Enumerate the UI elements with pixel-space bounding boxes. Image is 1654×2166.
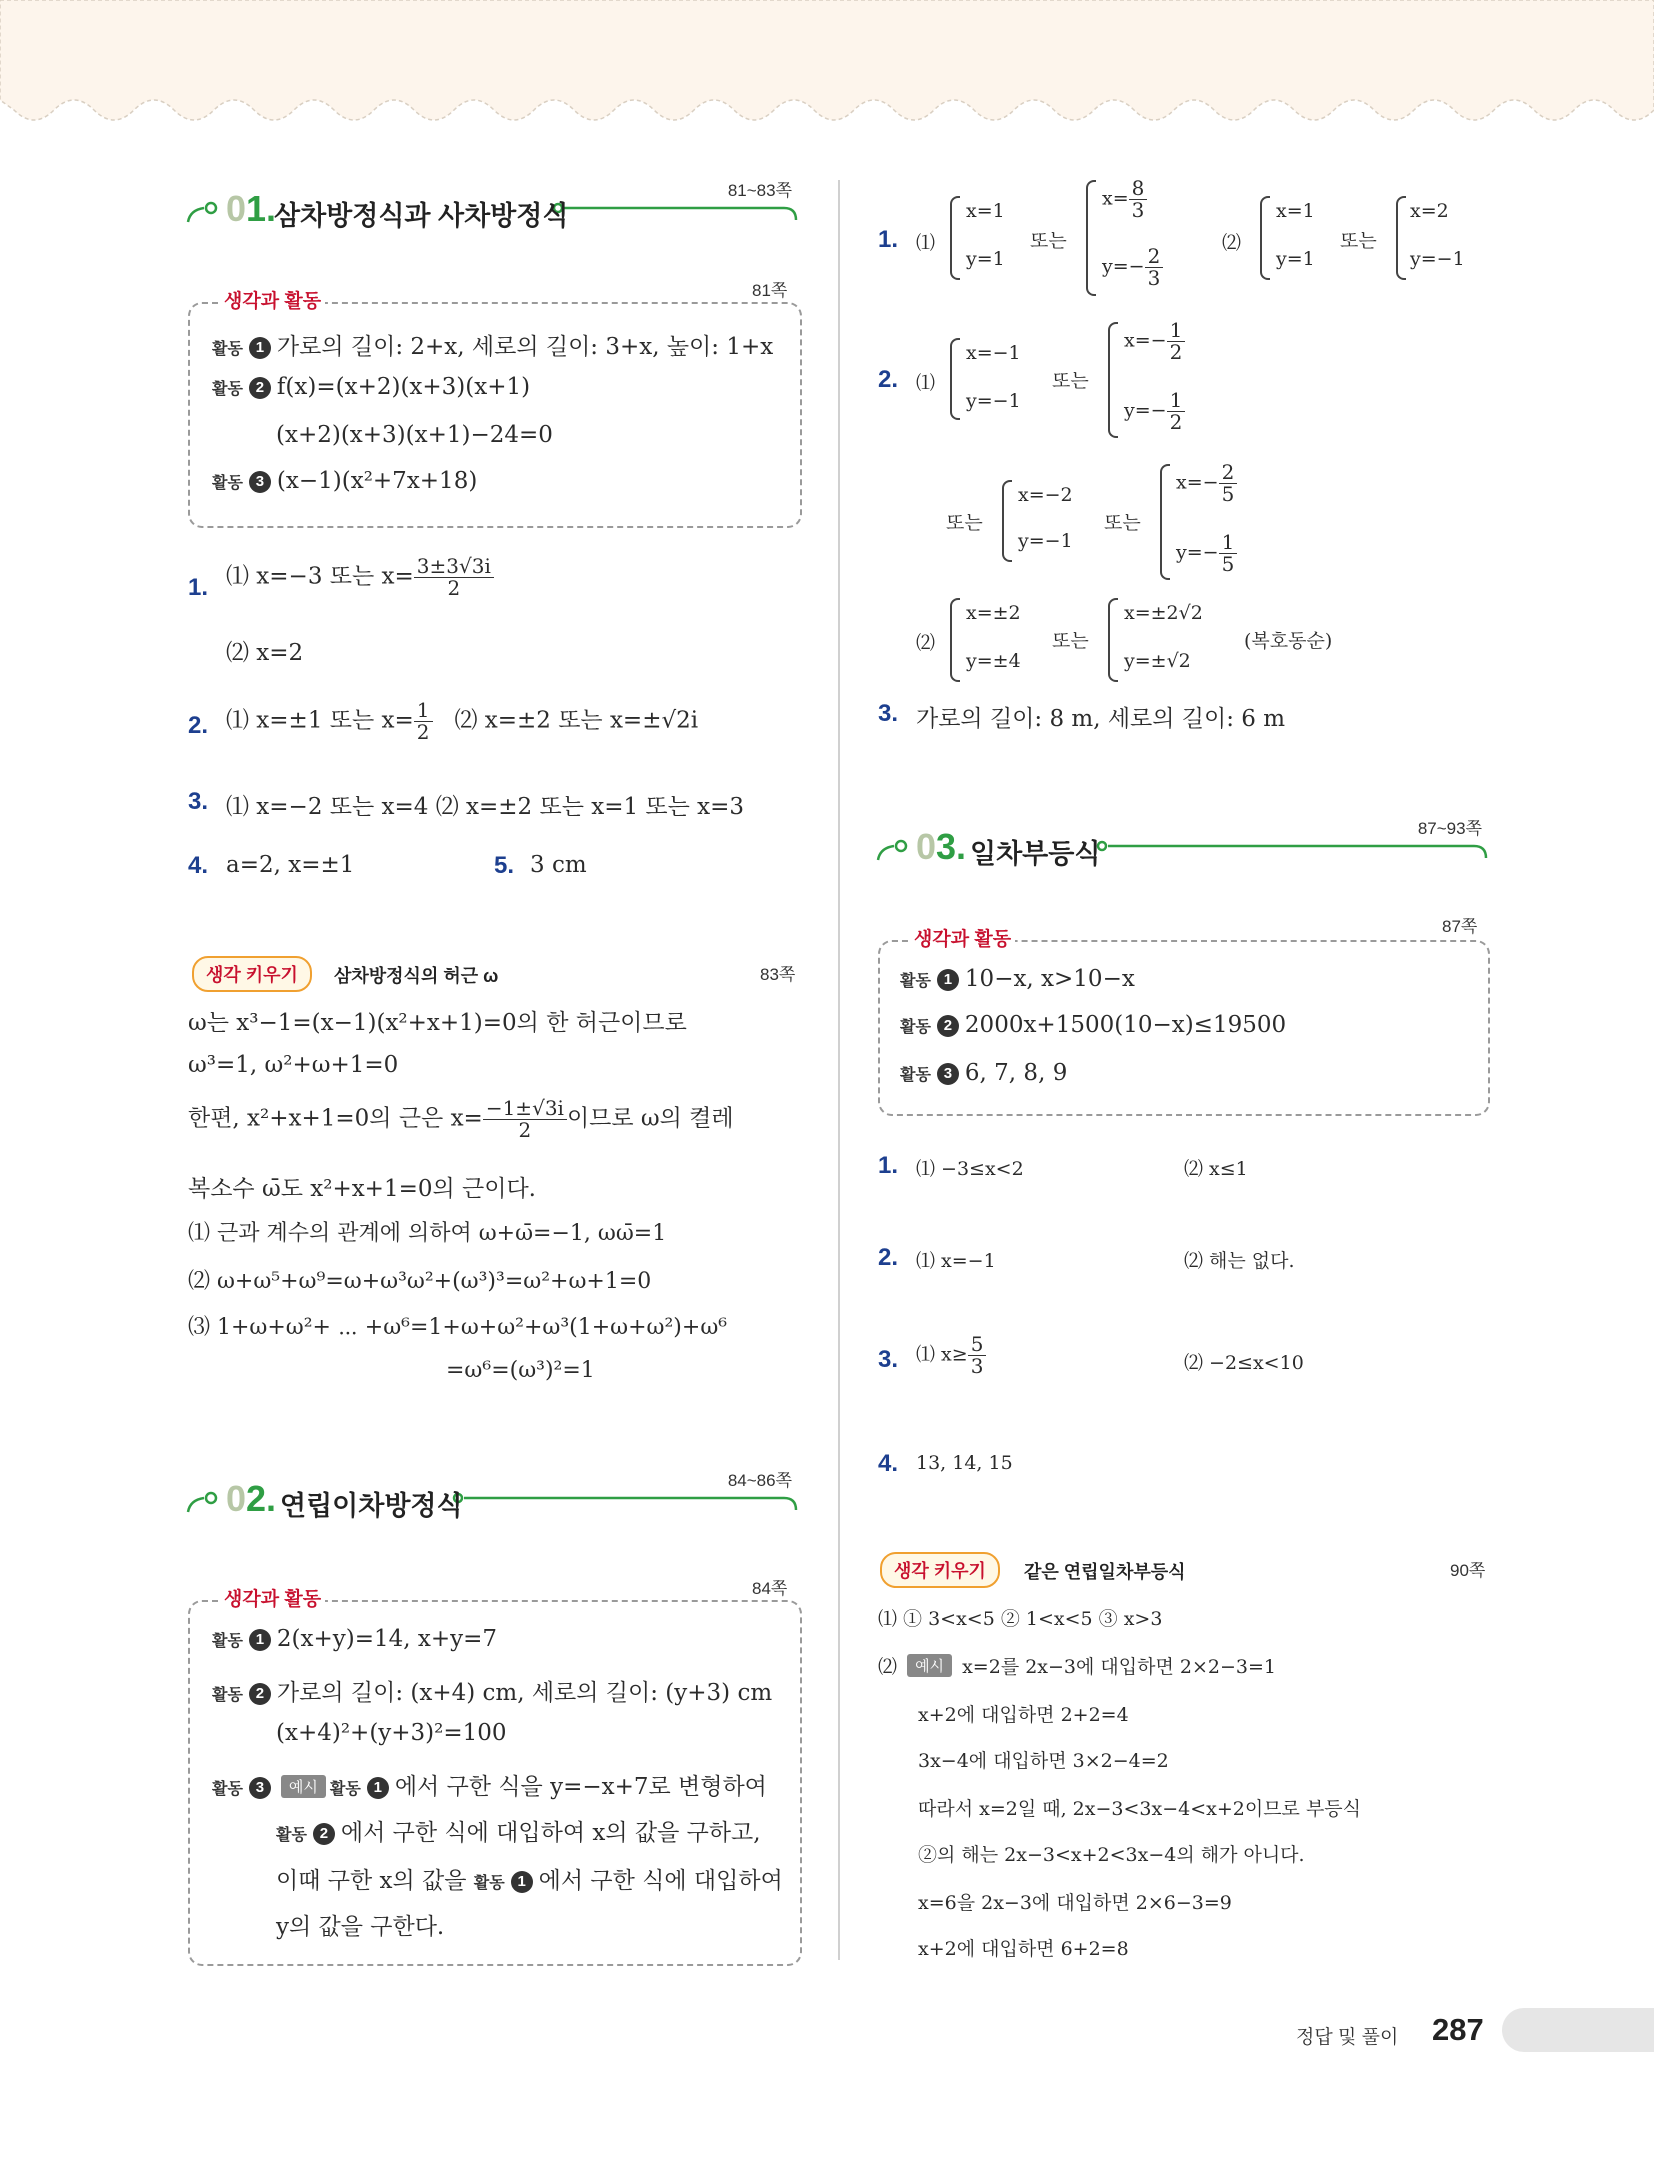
part-label: ⑵ xyxy=(1222,232,1242,254)
or-text: 또는 xyxy=(946,512,983,534)
or-text: 또는 xyxy=(1030,230,1067,252)
system-eq: x=−1 xyxy=(966,342,1021,364)
activity-line: 활동 1 가로의 길이: 2+x, 세로의 길이: 3+x, 높이: 1+x xyxy=(212,334,774,360)
system-brace xyxy=(950,338,960,420)
answer-number: 1. xyxy=(878,226,899,253)
think-page: 90쪽 xyxy=(1450,1561,1486,1580)
activity-line: 활동 2 에서 구한 식에 대입하여 x의 값을 구하고, xyxy=(276,1820,761,1846)
answer-number: 4. xyxy=(878,1450,899,1477)
system-eq: y=−1 xyxy=(966,390,1021,412)
column-divider xyxy=(838,180,840,1960)
section-number: 02. xyxy=(226,1478,277,1519)
activity-line: 활동 3 6, 7, 8, 9 xyxy=(900,1060,1068,1086)
answer-line: ⑵ −2≤x<10 xyxy=(1184,1352,1304,1374)
answer-line: ⑴ −3≤x<2 xyxy=(916,1158,1024,1180)
answer-line: a=2, x=±1 xyxy=(226,852,355,878)
system-brace xyxy=(950,196,960,280)
system-eq: y=− $\frac{2}{3}$ xyxy=(1102,246,1163,289)
system-brace xyxy=(950,598,960,682)
answer-line: ⑴ x=±1 또는 x= $\frac{1}{2}$ ⑵ x=±2 또는 x=±√2i xyxy=(226,698,699,744)
activity-line: (x+4)²+(y+3)²=100 xyxy=(276,1720,507,1746)
activity-line: 활동 1 2(x+y)=14, x+y=7 xyxy=(212,1626,498,1652)
system-brace xyxy=(1260,196,1270,280)
activity-line: (x+2)(x+3)(x+1)−24=0 xyxy=(276,422,553,448)
answer-line: ⑴ x=−3 또는 x= $\frac{3\pm 3√3i}{2}$ xyxy=(226,556,494,599)
part-label: ⑵ xyxy=(916,632,936,654)
think-line: x=6을 2x−3에 대입하면 2×6−3=9 xyxy=(918,1892,1232,1914)
activity-box-tag: 생각과 활동 xyxy=(220,286,325,313)
part-label: ⑴ xyxy=(916,232,936,254)
answer-number: 3. xyxy=(188,788,209,815)
think-line: x+2에 대입하면 6+2=8 xyxy=(918,1938,1129,1960)
or-text: 또는 xyxy=(1052,370,1089,392)
think-line: ⑵ ω+ω⁵+ω⁹=ω+ω³ω²+(ω³)³=ω²+ω+1=0 xyxy=(188,1269,652,1294)
answer-number: 2. xyxy=(878,1244,899,1271)
answer-number: 2. xyxy=(188,712,209,739)
section-pages: 87~93쪽 xyxy=(1417,819,1482,838)
system-eq: y=1 xyxy=(966,248,1005,270)
footer-tab xyxy=(1502,2008,1654,2052)
think-line: ②의 해는 2x−3<x+2<3x−4의 해가 아니다. xyxy=(918,1844,1305,1866)
section-pages: 84~86쪽 xyxy=(727,1471,792,1490)
answer-line: 3 cm xyxy=(530,852,587,878)
answer-line: ⑴ x=−1 xyxy=(916,1250,996,1272)
system-eq: y=−1 xyxy=(1410,248,1465,270)
section-title: 연립이차방정식 xyxy=(280,1491,463,1521)
activity-line: 활동 2 f(x)=(x+2)(x+3)(x+1) xyxy=(212,374,531,400)
answer-line: ⑵ 해는 없다. xyxy=(1184,1250,1295,1272)
activity-box-page: 81쪽 xyxy=(752,281,788,300)
section-heading-02 xyxy=(186,1471,800,1534)
system-brace xyxy=(1002,480,1012,562)
system-eq: x= $\frac{8}{3}$ xyxy=(1102,178,1147,221)
think-line: ⑶ 1+ω+ω²+ ⋯ +ω⁶=1+ω+ω²+ω³(1+ω+ω²)+ω⁶ xyxy=(188,1315,728,1340)
system-eq: x=±2√2 xyxy=(1124,602,1203,624)
activity-box-page: 84쪽 xyxy=(752,1579,788,1598)
footer-label: 정답 및 풀이 xyxy=(1296,2027,1399,2048)
system-eq: x=±2 xyxy=(966,602,1021,624)
think-title: 삼차방정식의 허근 ω xyxy=(334,966,499,986)
think-line: ⑴ 근과 계수의 관계에 의하여 ω+ω̄=−1, ωω̄=1 xyxy=(188,1221,667,1246)
answer-number: 3. xyxy=(878,1346,899,1373)
system-eq: y=−1 xyxy=(1018,530,1073,552)
answer-line: ⑵ x≤1 xyxy=(1184,1158,1248,1180)
section-number: 01. xyxy=(226,188,277,229)
system-brace xyxy=(1160,464,1170,580)
answer-number: 2. xyxy=(878,366,899,393)
think-tag: 생각 키우기 xyxy=(192,956,312,992)
system-eq: y=− $\frac{1}{5}$ xyxy=(1176,532,1237,575)
activity-line: y의 값을 구한다. xyxy=(276,1914,445,1940)
think-line: ω는 x³−1=(x−1)(x²+x+1)=0의 한 허근이므로 xyxy=(188,1010,687,1036)
system-brace xyxy=(1086,180,1096,296)
system-brace xyxy=(1108,322,1118,438)
think-line: x+2에 대입하면 2+2=4 xyxy=(918,1704,1129,1726)
section-title: 삼차방정식과 사차방정식 xyxy=(274,201,569,231)
system-eq: x=− $\frac{1}{2}$ xyxy=(1124,320,1185,363)
example-tag: 예시 xyxy=(281,1775,326,1798)
answer-line: 가로의 길이: 8 m, 세로의 길이: 6 m xyxy=(916,706,1286,732)
activity-line: 활동 2 2000x+1500(10−x)≤19500 xyxy=(900,1012,1287,1038)
activity-line: 활동 3 (x−1)(x²+7x+18) xyxy=(212,468,478,494)
or-text: 또는 xyxy=(1104,512,1141,534)
answer-line: ⑴ x=−2 또는 x=4 ⑵ x=±2 또는 x=1 또는 x=3 xyxy=(226,794,745,820)
system-eq: x=2 xyxy=(1410,200,1449,222)
section-heading-03 xyxy=(876,819,1490,882)
section-heading-line xyxy=(186,1474,800,1524)
or-text: 또는 xyxy=(1340,230,1377,252)
answer-line: ⑵ x=2 xyxy=(226,640,304,666)
think-line: 한편, x²+x+1=0의 근은 x= $\frac{-1\pm√3i}{2}$ 이므로 ω의 켤레 xyxy=(188,1096,734,1142)
think-title: 같은 연립일차부등식 xyxy=(1024,1562,1186,1582)
think-line: ω³=1, ω²+ω+1=0 xyxy=(188,1052,399,1078)
answer-number: 1. xyxy=(188,574,209,601)
answer-number: 3. xyxy=(878,700,899,727)
think-line: 3x−4에 대입하면 3×2−4=2 xyxy=(918,1750,1169,1772)
system-eq: y=1 xyxy=(1276,248,1315,270)
page-number: 287 xyxy=(1432,2012,1484,2047)
answer-number: 5. xyxy=(494,852,515,879)
system-brace xyxy=(1396,196,1406,280)
think-line: 따라서 x=2일 때, 2x−3<3x−4<x+2이므로 부등식 xyxy=(918,1798,1362,1820)
think-line: ⑴ ① 3<x<5 ② 1<x<5 ③ x>3 xyxy=(878,1608,1163,1630)
think-tag: 생각 키우기 xyxy=(880,1552,1000,1588)
section-title: 일차부등식 xyxy=(970,839,1101,869)
answer-number: 4. xyxy=(188,852,209,879)
section-heading-01 xyxy=(186,181,800,244)
activity-box-tag: 생각과 활동 xyxy=(910,924,1015,951)
activity-line: 활동 2 가로의 길이: (x+4) cm, 세로의 길이: (y+3) cm xyxy=(212,1680,773,1706)
system-eq: y=±4 xyxy=(966,650,1021,672)
think-line: =ω⁶=(ω³)²=1 xyxy=(446,1358,595,1383)
section-heading-line xyxy=(876,822,1490,872)
system-eq: y=− $\frac{1}{2}$ xyxy=(1124,390,1185,433)
fraction: $\frac{3\pm 3√3i}{2}$ xyxy=(414,556,494,599)
think-line: 복소수 ω̄도 x²+x+1=0의 근이다. xyxy=(188,1176,536,1202)
system-brace xyxy=(1108,598,1118,682)
fraction: $\frac{-1\pm√3i}{2}$ xyxy=(483,1098,567,1141)
answer-line: ⑴ x≥ $\frac{5}{3}$ xyxy=(916,1334,986,1377)
section-number: 03. xyxy=(916,826,967,867)
example-tag: 예시 xyxy=(907,1654,952,1677)
answer-line: 13, 14, 15 xyxy=(916,1452,1013,1474)
section-pages: 81~83쪽 xyxy=(727,181,792,200)
activity-line: 활동 1 10−x, x>10−x xyxy=(900,966,1135,992)
activity-line: 활동 3 예시 활동 1 에서 구한 식을 y=−x+7로 변형하여 xyxy=(212,1774,767,1800)
fraction: $\frac{1}{2}$ xyxy=(414,700,433,743)
top-wavy-band xyxy=(0,0,1654,140)
system-eq: y=±√2 xyxy=(1124,650,1191,672)
or-text: 또는 xyxy=(1052,630,1089,652)
answer-number: 1. xyxy=(878,1152,899,1179)
part-label: ⑴ xyxy=(916,372,936,394)
system-eq: x=−2 xyxy=(1018,484,1073,506)
system-eq: x=− $\frac{2}{5}$ xyxy=(1176,462,1237,505)
think-line: ⑵ 예시 x=2를 2x−3에 대입하면 2×2−3=1 xyxy=(878,1656,1276,1678)
activity-line: 이때 구한 x의 값을 활동 1 에서 구한 식에 대입하여 xyxy=(276,1868,783,1894)
activity-box-tag: 생각과 활동 xyxy=(220,1584,325,1611)
activity-box-page: 87쪽 xyxy=(1442,917,1478,936)
system-eq: x=1 xyxy=(1276,200,1315,222)
think-page: 83쪽 xyxy=(760,965,796,984)
system-eq: x=1 xyxy=(966,200,1005,222)
note-text: (복호동순) xyxy=(1244,630,1333,652)
